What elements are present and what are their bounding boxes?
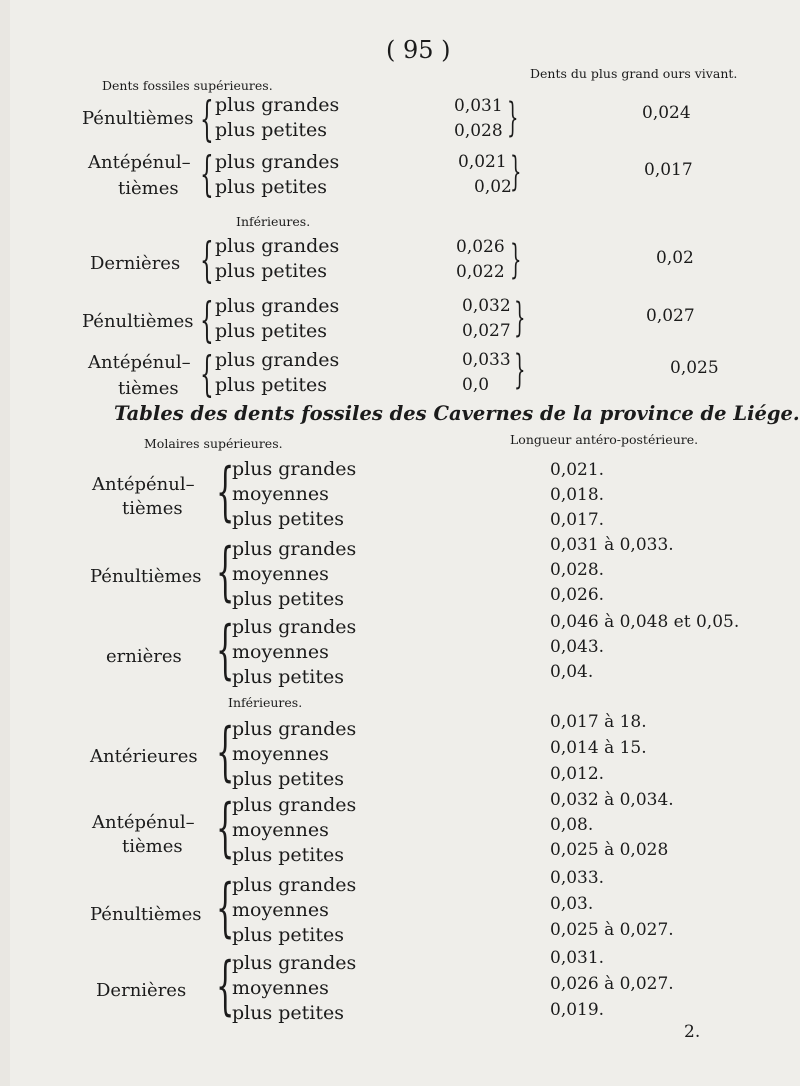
label-tiemes-4: tièmes [122, 836, 183, 857]
value: 0,0 [462, 375, 490, 395]
value-living-bear: 0,027 [646, 306, 695, 326]
row-plus-petites: plus petites [232, 844, 345, 866]
table-title: Tables des dents fossiles des Cavernes de la province de Liége. [114, 402, 800, 425]
section-inferieures-2: Inférieures. [228, 695, 303, 710]
label-penultiemes-1: Pénultièmes [82, 108, 194, 129]
row-plus-grandes: plus grandes [232, 458, 357, 480]
value: 0,017. [550, 510, 605, 530]
right-brace-icon: } [510, 237, 522, 283]
row-plus-grandes: plus grandes [215, 349, 340, 371]
value: 0,017 à 18. [550, 712, 647, 732]
label-antepenul-1: Antépénul– [88, 152, 191, 173]
value: 0,03. [550, 894, 594, 914]
brace-icon: { [200, 346, 214, 402]
row-plus-grandes: plus grandes [232, 616, 357, 638]
value: 0,025 à 0,028 [550, 840, 669, 860]
row-plus-petites: plus petites [232, 666, 345, 688]
value-living-bear: 0,02 [656, 248, 694, 268]
row-plus-grandes: plus grandes [215, 235, 340, 257]
row-moyennes: moyennes [232, 641, 329, 663]
value-living-bear: 0,025 [670, 358, 719, 378]
row-plus-petites: plus petites [232, 588, 345, 610]
label-ernieres: ernières [106, 646, 182, 667]
row-plus-grandes: plus grandes [232, 952, 357, 974]
label-tiemes-1: tièmes [118, 178, 179, 199]
row-plus-petites: plus petites [232, 1002, 345, 1024]
row-plus-petites: plus petites [232, 924, 345, 946]
value: 0,032 à 0,034. [550, 790, 674, 810]
right-brace-icon: } [514, 347, 526, 393]
right-brace-icon: } [514, 295, 526, 341]
value: 0,033 [462, 350, 511, 370]
brace-icon: { [216, 535, 235, 609]
value: 0,031 [454, 96, 503, 116]
value: 0,021. [550, 460, 605, 480]
value: 0,027 [462, 321, 511, 341]
label-antepenul-4: Antépénul– [92, 812, 195, 833]
value: 0,033. [550, 868, 605, 888]
value: 0,014 à 15. [550, 738, 647, 758]
header-right: Dents du plus grand ours vivant. [530, 66, 738, 81]
label-penultiemes-2: Pénultièmes [82, 311, 194, 332]
row-plus-grandes: plus grandes [232, 718, 357, 740]
row-plus-grandes: plus grandes [215, 151, 340, 173]
signature-mark: 2. [684, 1022, 701, 1042]
row-moyennes: moyennes [232, 483, 329, 505]
value: 0,026 [456, 237, 505, 257]
value: 0,022 [456, 262, 505, 282]
value: 0,08. [550, 815, 594, 835]
value: 0,04. [550, 662, 594, 682]
right-brace-icon: } [510, 149, 522, 195]
brace-icon: { [216, 871, 235, 945]
value: 0,043. [550, 637, 605, 657]
brace-icon: { [216, 949, 235, 1023]
value: 0,046 à 0,048 et 0,05. [550, 612, 740, 632]
document-page [10, 0, 800, 1086]
row-plus-petites: plus petites [215, 374, 328, 396]
row-moyennes: moyennes [232, 899, 329, 921]
label-antepenul-2: Antépénul– [88, 352, 191, 373]
value: 0,026 à 0,027. [550, 974, 674, 994]
row-plus-petites: plus petites [215, 320, 328, 342]
value: 0,025 à 0,027. [550, 920, 674, 940]
brace-icon: { [216, 791, 235, 865]
label-penultiemes-4: Pénultièmes [90, 904, 202, 925]
row-plus-grandes: plus grandes [232, 538, 357, 560]
row-plus-petites: plus petites [232, 768, 345, 790]
value-living-bear: 0,017 [644, 160, 693, 180]
value: 0,02 [474, 177, 512, 197]
right-brace-icon: } [507, 95, 519, 141]
row-plus-grandes: plus grandes [215, 295, 340, 317]
row-moyennes: moyennes [232, 743, 329, 765]
header-left: Dents fossiles supérieures. [102, 78, 273, 93]
label-dernieres-1: Dernières [90, 253, 181, 274]
value: 0,018. [550, 485, 605, 505]
section-inferieures: Inférieures. [236, 214, 311, 229]
value: 0,012. [550, 764, 605, 784]
label-tiemes-3: tièmes [122, 498, 183, 519]
label-tiemes-2: tièmes [118, 378, 179, 399]
column-header-longueur: Longueur antéro-postérieure. [510, 432, 699, 447]
value: 0,019. [550, 1000, 605, 1020]
label-penultiemes-3: Pénultièmes [90, 566, 202, 587]
brace-icon: { [216, 715, 235, 789]
brace-icon: { [200, 91, 214, 147]
value: 0,031 à 0,033. [550, 535, 674, 555]
library-credit [0, 0, 10, 1086]
page-number: ( 95 ) [386, 36, 451, 64]
section-molaires-superieures: Molaires supérieures. [144, 436, 283, 451]
label-dernieres-2: Dernières [96, 980, 187, 1001]
value-living-bear: 0,024 [642, 103, 691, 123]
value: 0,028 [454, 121, 503, 141]
brace-icon: { [216, 455, 235, 529]
value: 0,021 [458, 152, 507, 172]
row-plus-petites: plus petites [215, 119, 328, 141]
row-plus-grandes: plus grandes [232, 874, 357, 896]
row-plus-petites: plus petites [232, 508, 345, 530]
value: 0,032 [462, 296, 511, 316]
row-plus-petites: plus petites [215, 176, 328, 198]
brace-icon: { [200, 232, 214, 288]
row-plus-grandes: plus grandes [215, 94, 340, 116]
row-plus-grandes: plus grandes [232, 794, 357, 816]
brace-icon: { [216, 613, 235, 687]
row-moyennes: moyennes [232, 563, 329, 585]
row-plus-petites: plus petites [215, 260, 328, 282]
brace-icon: { [200, 292, 214, 348]
row-moyennes: moyennes [232, 819, 329, 841]
brace-icon: { [200, 146, 214, 202]
value: 0,026. [550, 585, 605, 605]
value: 0,028. [550, 560, 605, 580]
label-anterieures: Antérieures [90, 746, 198, 767]
label-antepenul-3: Antépénul– [92, 474, 195, 495]
row-moyennes: moyennes [232, 977, 329, 999]
value: 0,031. [550, 948, 605, 968]
